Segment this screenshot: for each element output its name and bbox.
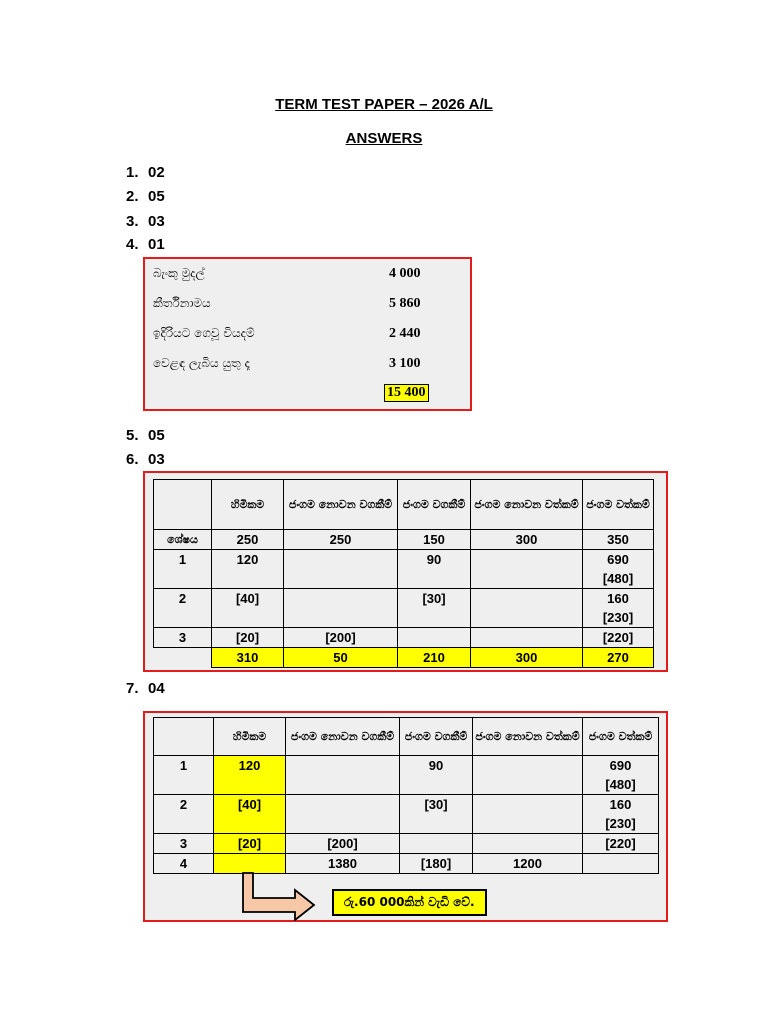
answer-7: 7. 04 bbox=[126, 680, 165, 697]
table-cell bbox=[284, 550, 398, 589]
table-total-row bbox=[154, 648, 654, 668]
table-cell: [220] bbox=[583, 628, 654, 648]
table-cell: 350 bbox=[583, 530, 654, 550]
table-cell: 160 [230] bbox=[583, 795, 659, 834]
table-row bbox=[154, 530, 654, 550]
page-subtitle: ANSWERS bbox=[345, 130, 423, 147]
table-cell: [220] bbox=[583, 834, 659, 854]
table-cell: 1 bbox=[154, 550, 212, 589]
table-cell bbox=[400, 834, 473, 854]
table-cell bbox=[286, 756, 400, 795]
q4-working-box: බැංකු මුදල් 4 000 කීර්තිනාමය 5 860 ඉදිරියට ගෙවූ වියදම් 2 440 වෙළඳ ලැබිය යුතු දෑ 3 100 15 400 bbox=[143, 257, 472, 411]
q4-total: 15 400 bbox=[384, 384, 429, 402]
table-cell: 3 bbox=[154, 834, 214, 854]
table-cell: 2 bbox=[154, 795, 214, 834]
table-header: ජංගම නොවන වත්කම් bbox=[471, 480, 583, 530]
q7-result-note: රු.60 000කින් වැඩි වේ. bbox=[332, 889, 487, 916]
table-cell bbox=[473, 834, 583, 854]
table-header: ජංගම වත්කම් bbox=[583, 480, 654, 530]
table-header-row bbox=[154, 718, 659, 756]
table-cell: ශේෂය bbox=[154, 530, 212, 550]
table-cell: [20] bbox=[212, 628, 284, 648]
q7-table bbox=[153, 717, 659, 874]
table-cell bbox=[284, 589, 398, 628]
table-header: ජංගම වගකීම් bbox=[398, 480, 471, 530]
table-cell: [180] bbox=[400, 854, 473, 874]
table-cell: 690 [480] bbox=[583, 550, 654, 589]
table-row bbox=[154, 834, 659, 854]
table-cell: 250 bbox=[284, 530, 398, 550]
table-header: හිමිකම bbox=[212, 480, 284, 530]
q7-working-box bbox=[143, 711, 668, 922]
table-cell bbox=[154, 648, 212, 668]
table-header bbox=[154, 718, 214, 756]
table-cell: [30] bbox=[400, 795, 473, 834]
table-cell: 1200 bbox=[473, 854, 583, 874]
table-cell: 300 bbox=[471, 530, 583, 550]
table-cell: 90 bbox=[400, 756, 473, 795]
total-cell: 300 bbox=[471, 648, 583, 668]
table-cell: 120 bbox=[212, 550, 284, 589]
table-cell: 4 bbox=[154, 854, 214, 874]
answer-4: 4. 01 bbox=[126, 236, 165, 253]
table-cell: 90 bbox=[398, 550, 471, 589]
table-cell: 1380 bbox=[286, 854, 400, 874]
table-cell bbox=[471, 550, 583, 589]
table-header: ජංගම නොවන වගකීම් bbox=[286, 718, 400, 756]
table-row bbox=[154, 589, 654, 628]
q6-working-box bbox=[143, 471, 668, 672]
table-cell: [200] bbox=[286, 834, 400, 854]
table-header-row bbox=[154, 480, 654, 530]
bent-arrow-icon bbox=[240, 871, 320, 921]
table-cell: 150 bbox=[398, 530, 471, 550]
total-cell: 210 bbox=[398, 648, 471, 668]
table-cell bbox=[583, 854, 659, 874]
table-header: ජංගම නොවන වත්කම් bbox=[473, 718, 583, 756]
table-cell bbox=[286, 795, 400, 834]
table-cell: 120 bbox=[214, 756, 286, 795]
table-cell: [30] bbox=[398, 589, 471, 628]
table-row bbox=[154, 854, 659, 874]
answer-6: 6. 03 bbox=[126, 451, 165, 468]
table-row bbox=[154, 795, 659, 834]
table-cell bbox=[471, 589, 583, 628]
answer-3: 3. 03 bbox=[126, 213, 165, 230]
table-row bbox=[154, 628, 654, 648]
table-cell: 2 bbox=[154, 589, 212, 628]
table-header: ජංගම වගකීම් bbox=[400, 718, 473, 756]
table-header: ජංගම නොවන වගකීම් bbox=[284, 480, 398, 530]
table-cell: 1 bbox=[154, 756, 214, 795]
answer-2: 2. 05 bbox=[126, 188, 165, 205]
table-cell: [20] bbox=[214, 834, 286, 854]
table-header bbox=[154, 480, 212, 530]
table-cell: 690 [480] bbox=[583, 756, 659, 795]
table-cell: [200] bbox=[284, 628, 398, 648]
total-cell: 50 bbox=[284, 648, 398, 668]
table-cell bbox=[473, 756, 583, 795]
table-cell: 160 [230] bbox=[583, 589, 654, 628]
table-cell: [40] bbox=[214, 795, 286, 834]
total-cell: 270 bbox=[583, 648, 654, 668]
table-cell: 250 bbox=[212, 530, 284, 550]
table-cell bbox=[473, 795, 583, 834]
page-title: TERM TEST PAPER – 2026 A/L bbox=[275, 96, 493, 113]
table-row bbox=[154, 756, 659, 795]
table-row bbox=[154, 550, 654, 589]
table-cell bbox=[398, 628, 471, 648]
answer-5: 5. 05 bbox=[126, 427, 165, 444]
table-cell: [40] bbox=[212, 589, 284, 628]
table-header: හිමිකම bbox=[214, 718, 286, 756]
table-cell bbox=[471, 628, 583, 648]
table-header: ජංගම වත්කම් bbox=[583, 718, 659, 756]
total-cell: 310 bbox=[212, 648, 284, 668]
table-cell: 3 bbox=[154, 628, 212, 648]
answer-1: 1. 02 bbox=[126, 164, 165, 181]
q6-table bbox=[153, 479, 654, 668]
